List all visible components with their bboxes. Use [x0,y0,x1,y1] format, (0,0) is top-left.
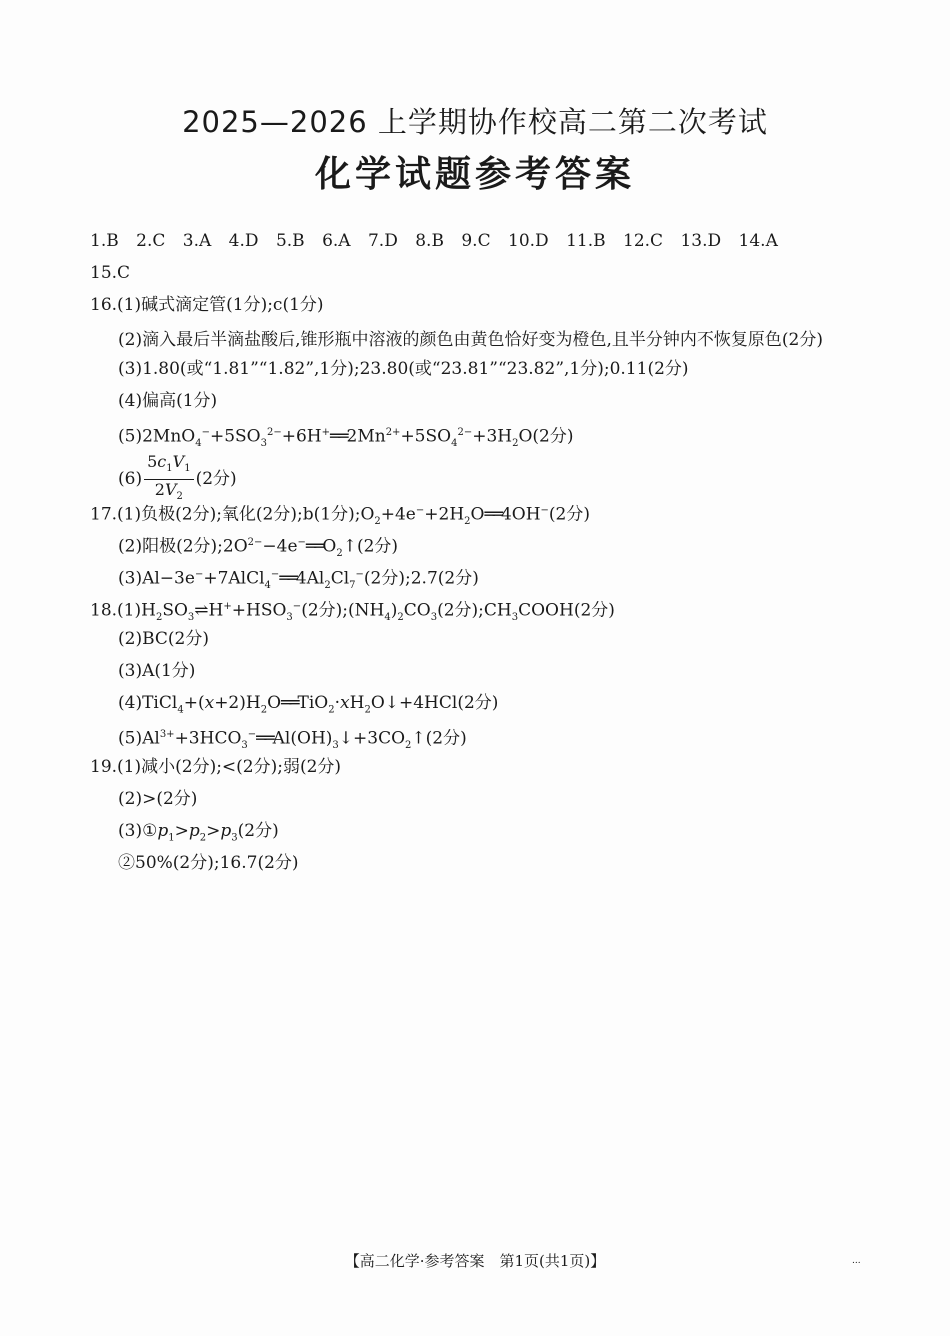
corner-mark: ... [852,1256,861,1266]
q17-part1: 17.(1)负极(2分);氧化(2分);b(1分)$;O_2+4e^-+2H_2O══4OH^-(2$分) [90,504,591,528]
choice-answer: 8.B [415,231,444,251]
multiple-choice-answers [90,228,880,260]
choice-answer-15: 15.C [90,263,131,283]
q16-part2: (2)滴入最后半滴盐酸后,锥形瓶中溶液的颜色由黄色恰好变为橙色,且半分钟内不恢复原色(2分) [118,330,823,350]
choice-answer: 5.B [275,231,305,251]
answer-content [90,228,880,882]
q18-part2: (2)BC(2分) [118,629,209,649]
q17-part2: (2)阳极(2分)$;2O^{2-}-4e^-══O_2↑(2$分) [118,536,399,560]
q18-part3: (3)A(1分) [118,661,196,681]
choice-answer: 14.A [738,231,778,251]
choice-answer: 11.B [566,231,606,251]
q17-part3: $(3)Al-3e^-+7AlCl_4^-══4Al_2Cl_7^-(2$分);2.7(2分) [118,568,479,592]
q16-part3: (3)1.80(或“1.81”“1.82”,1分);23.80(或“23.81”“23.82”,1分);0.11(2分) [118,359,689,379]
q18-part1: $18.(1)H_2SO_3\rightleftharpoons H^++HSO_3^-(2$分)$;(NH_4)_2CO_3(2$分)$;CH_3COOH(2$分) [90,600,615,624]
q16-part1: 16.(1)碱式滴定管(1分);c(1分) [90,295,324,315]
q19-part3: $(3)①p_1>p_2>p_3(2$分) [118,821,279,844]
page-footer: 【高二化学·参考答案 第1页(共1页)】 [344,1252,606,1270]
choice-answer: 4.D [228,231,259,251]
q16-part5: $(5)2MnO_4^-+5SO_3^{2-}+6H^+══2Mn^{2+}+5SO_4^{2-}+3H_2O(2$分) [118,426,574,450]
choice-answer: 6.A [322,231,351,251]
q18-part4: $(4)TiCl_4+(x+2)H_2O══TiO_2\cdot xH_2O↓+4HCl(2$分) [118,693,499,716]
choice-answer: 9.C [461,231,491,251]
fraction-formula: $\frac{5c_1V_1}{2V_2}$ [144,452,193,507]
choice-answer: 1.B [90,231,119,251]
choice-answer: 10.D [508,231,549,251]
choice-answer: 7.D [367,231,398,251]
choice-answer: 12.C [623,231,664,251]
choice-answer: 3.A [182,231,212,251]
q16-part6: (6) $\frac{5c_1V_1}{2V_2}$ (2分) [90,452,880,498]
choice-answer: 2.C [136,231,166,251]
exam-title: 2025—2026 上学期协作校高二第二次考试 [182,105,768,139]
q18-part5: $(5)Al^{3+}+3HCO_3^-══Al(OH)_3↓+3CO_2↑(2$分) [118,728,467,752]
document-subtitle: 化学试题参考答案 [314,154,635,195]
q16-part4: (4)偏高(1分) [118,391,218,411]
q19-part2: (2)>(2分) [118,789,198,809]
q19-part1: 19.(1)减小(2分);<(2分);弱(2分) [90,757,342,777]
q19-part4: ②50%(2分);16.7(2分) [118,853,299,873]
choice-answer: 13.D [680,231,722,251]
